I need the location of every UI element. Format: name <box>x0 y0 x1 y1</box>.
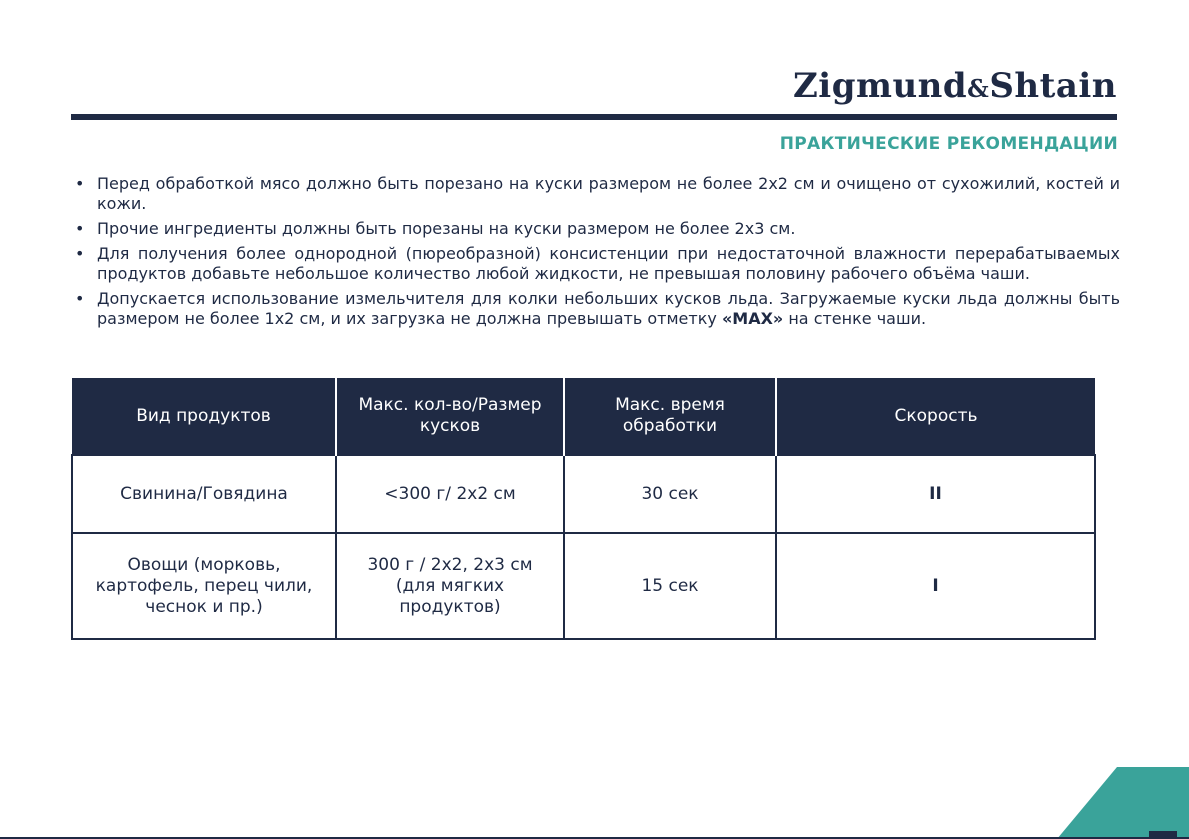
cell-product-type: Свинина/Говядина <box>72 455 336 533</box>
list-item-text: Прочие ингредиенты должны быть порезаны на куски размером не более 2х3 см. <box>97 219 796 238</box>
products-table <box>71 378 1096 640</box>
cell-product-type: Овощи (морковь, картофель, перец чили, чеснок и пр.) <box>72 533 336 639</box>
cell-max-amount: 300 г / 2х2, 2х3 см (для мягких продуктов) <box>336 533 564 639</box>
list-item <box>71 219 1120 239</box>
cell-max-time: 30 сек <box>564 455 776 533</box>
max-mark-label: «MAX» <box>721 309 784 328</box>
corner-decoration <box>1057 767 1189 839</box>
table-row <box>72 455 1095 533</box>
header-rule <box>71 114 1117 120</box>
list-item-text-end: на стенке чаши. <box>783 309 927 328</box>
header-max-amount: Макс. кол-во/Размер кусков <box>336 378 564 455</box>
list-item-text: Перед обработкой мясо должно быть порезано на куски размером не более 2х2 см и очищено от сухожилий, костей и кожи. <box>97 174 1120 213</box>
header-product-type: Вид продуктов <box>72 378 336 455</box>
cell-speed: II <box>776 455 1095 533</box>
cell-max-time: 15 сек <box>564 533 776 639</box>
cell-speed: I <box>776 533 1095 639</box>
header-speed: Скорость <box>776 378 1095 455</box>
list-item-text: Для получения более однородной (пюреобразной) консистенции при недостаточной влажности перерабатываемых продуктов добавьте небольшое количество любой жидкости, не превышая половину рабочего объёма чаши. <box>97 244 1120 283</box>
list-item-text: Допускается использование измельчителя для колки небольших кусков льда. Загружаемые куски льда должны быть размером не более 1х2 см, и их загрузка не должна превышать отметку <box>97 289 1120 328</box>
brand-name-part1: Zigmund <box>792 66 968 106</box>
brand-name-part2: Shtain <box>989 66 1117 106</box>
list-item <box>71 174 1120 214</box>
table-header-row <box>72 378 1095 455</box>
list-item <box>71 244 1120 284</box>
brand-ampersand: & <box>967 74 990 103</box>
cell-max-amount: <300 г/ 2х2 см <box>336 455 564 533</box>
list-item <box>71 289 1120 329</box>
brand-logo <box>793 66 1117 106</box>
header-max-time: Макс. время обработки <box>564 378 776 455</box>
table-row <box>72 533 1095 639</box>
recommendations-list <box>71 174 1120 334</box>
section-title: ПРАКТИЧЕСКИЕ РЕКОМЕНДАЦИИ <box>779 134 1118 154</box>
